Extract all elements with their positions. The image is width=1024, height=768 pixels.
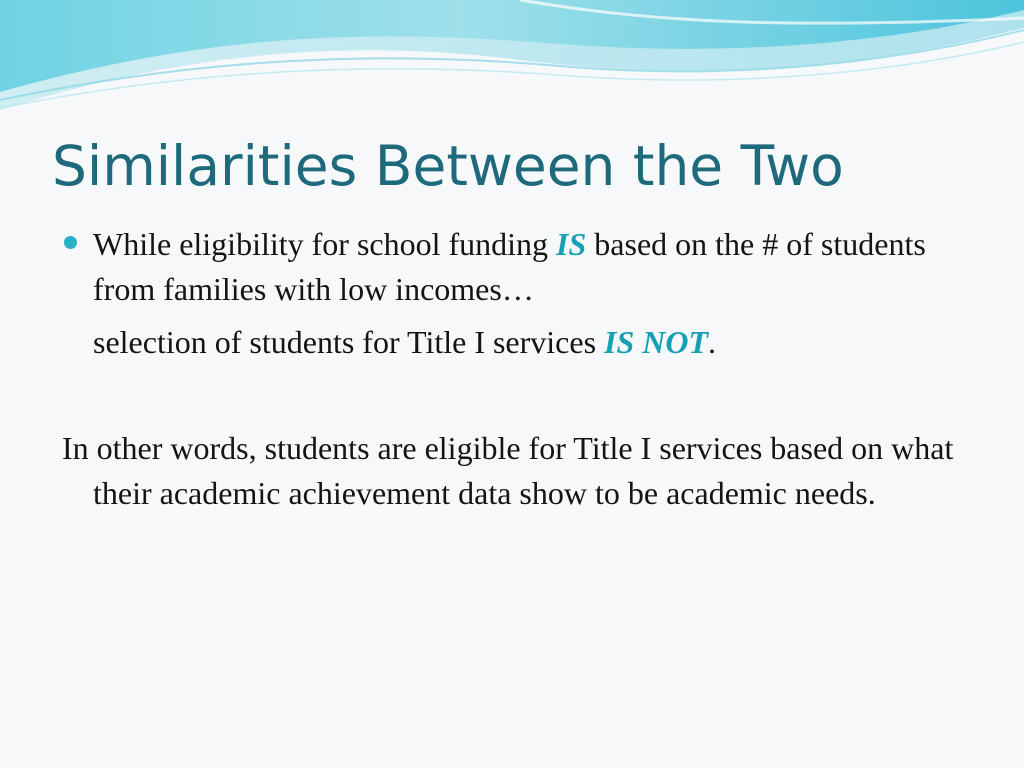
summary-paragraph: In other words, students are eligible for Title I services based on what their academic achievement data show to be academic needs. bbox=[62, 430, 954, 511]
bullet-dot-icon bbox=[64, 236, 77, 249]
bullet-text-line1 bbox=[93, 222, 973, 312]
slide-title: Similarities Between the Two bbox=[52, 134, 844, 198]
bullet-text-line2 bbox=[93, 320, 973, 365]
bullet-text-before: While eligibility for school funding bbox=[93, 226, 557, 262]
wave-header-decoration bbox=[0, 0, 1024, 120]
bullet-text-after: based on the # of students from families with low incomes… bbox=[93, 226, 926, 307]
bullet-line2-before: selection of students for Title I services bbox=[93, 324, 605, 360]
emphasis-is-not: IS NOT bbox=[604, 324, 709, 360]
bullet-line2-after: . bbox=[708, 324, 717, 360]
emphasis-is: IS bbox=[556, 226, 587, 262]
